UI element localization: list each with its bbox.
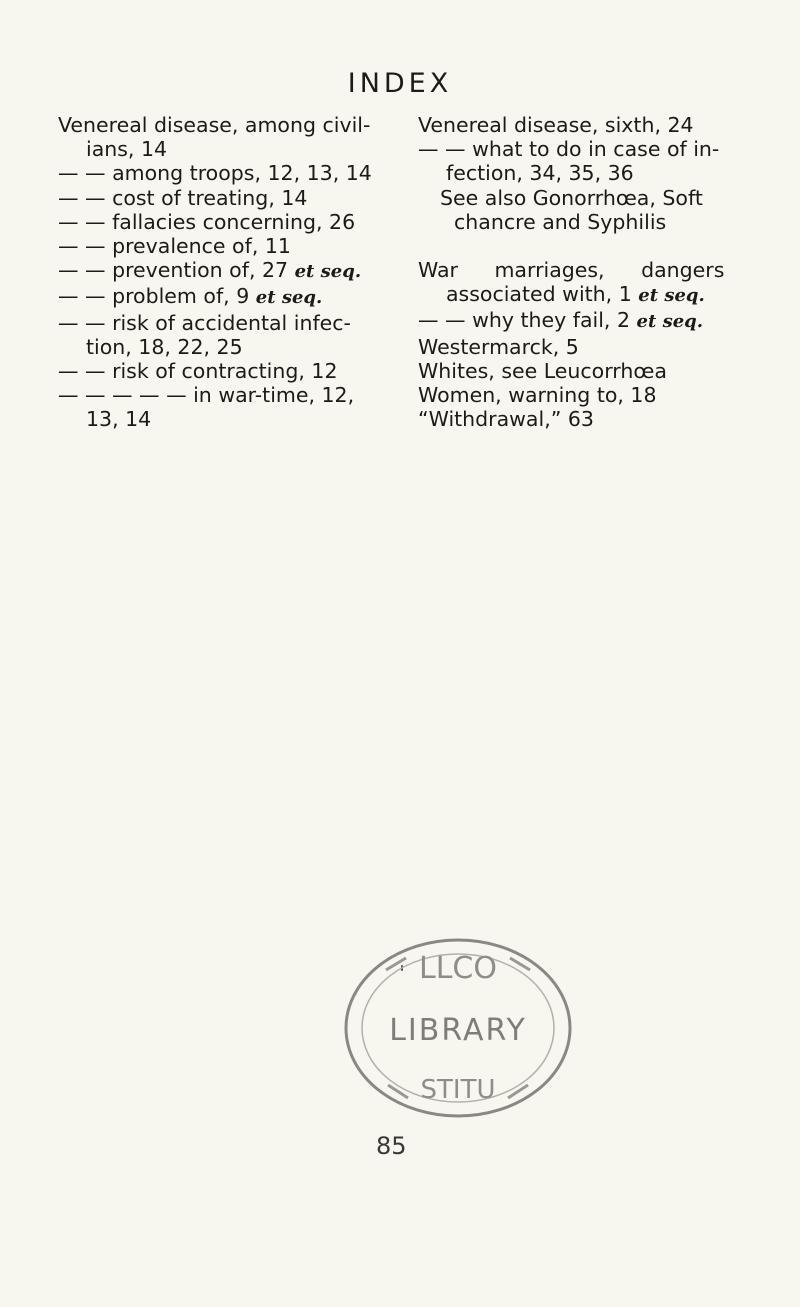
see-also-reference-cont [418,210,780,234]
ditto-dash: — — [58,161,106,186]
entry-text-cont: 13, 14 [86,407,152,432]
index-subentry [58,161,403,185]
stamp-library-text: LIBRARY [389,1013,527,1048]
entry-text-cont: ians, 14 [86,137,168,162]
italic-et-seq: et seq. [255,287,323,309]
index-subentry [58,258,403,284]
ditto-dash: — — [58,258,106,283]
page-title: INDEX [347,68,453,99]
ditto-dash: — — [58,284,106,309]
entry-text-cont: fection, 34, 35, 36 [446,161,634,186]
entry-text: Whites, see Leucorrhœa [418,358,667,383]
entry-text: Women, warning to, 18 [418,383,657,408]
index-column-left [58,113,403,432]
entry-text: Westermarck, 5 [418,334,579,359]
index-subentry [58,359,403,383]
stamp-bottom-text: STITU [420,1075,496,1105]
ditto-dash: — — [58,359,106,384]
index-subentry [58,186,403,210]
entry-text: Venereal disease, sixth, 24 [418,113,694,137]
index-subentry [418,137,780,185]
entry-text: prevalence of, 11 [112,234,291,259]
entry-text: in war-time, 12, [193,383,355,408]
entry-text: War marriages, dangers [418,258,725,283]
ditto-dash: — — [58,310,106,335]
italic-et-seq: et seq. [638,285,705,307]
entry-text-cont: tion, 18, 22, 25 [86,334,243,359]
entry-text: risk of accidental infec- [112,310,351,335]
index-subentry [418,308,780,334]
entry-text: problem of, 9 [112,284,250,309]
ditto-dash: — — — — — [58,383,187,408]
stamp-seal-icon [328,930,588,1125]
ditto-dash: — — [58,234,106,259]
index-entry [418,258,780,308]
index-subsubentry [58,383,403,431]
see-also-text: See also Gonorrhœa, Soft [440,185,703,210]
entry-text: among troops, 12, 13, 14 [112,161,372,186]
index-entry [418,113,780,137]
ditto-dash: — — [58,209,106,234]
index-entry [418,407,780,431]
stamp-top-text: LLCO [419,951,497,986]
index-subentry [58,234,403,258]
entry-text-cont: associated with, 1 [446,282,632,307]
entry-text: fallacies concerning, 26 [112,209,356,234]
index-entry [418,335,780,359]
entry-text: Venereal disease, among civil- [58,113,371,137]
ditto-dash: — — [58,185,106,210]
entry-text: risk of contracting, 12 [112,359,338,384]
see-also-reference [418,186,780,210]
italic-et-seq: et seq. [636,311,704,333]
index-entry [418,359,780,383]
ditto-dash: — — [418,308,466,333]
index-entry [58,113,403,161]
entry-text: what to do in case of in- [472,137,720,162]
page-number: 85 [376,1132,407,1160]
entry-text: why they fail, 2 [472,308,631,333]
ditto-dash: — — [418,137,466,162]
index-subentry [58,311,403,359]
index-subentry [58,210,403,234]
entry-text: prevention of, 27 [112,258,289,283]
index-entry [418,383,780,407]
index-subentry [58,284,403,310]
entry-text: “Withdrawal,” 63 [418,407,594,432]
see-also-text-cont: chancre and Syphilis [454,209,667,234]
library-stamp [328,930,588,1125]
entry-text: cost of treating, 14 [112,185,308,210]
italic-et-seq: et seq. [294,261,362,283]
index-column-right [418,113,780,431]
